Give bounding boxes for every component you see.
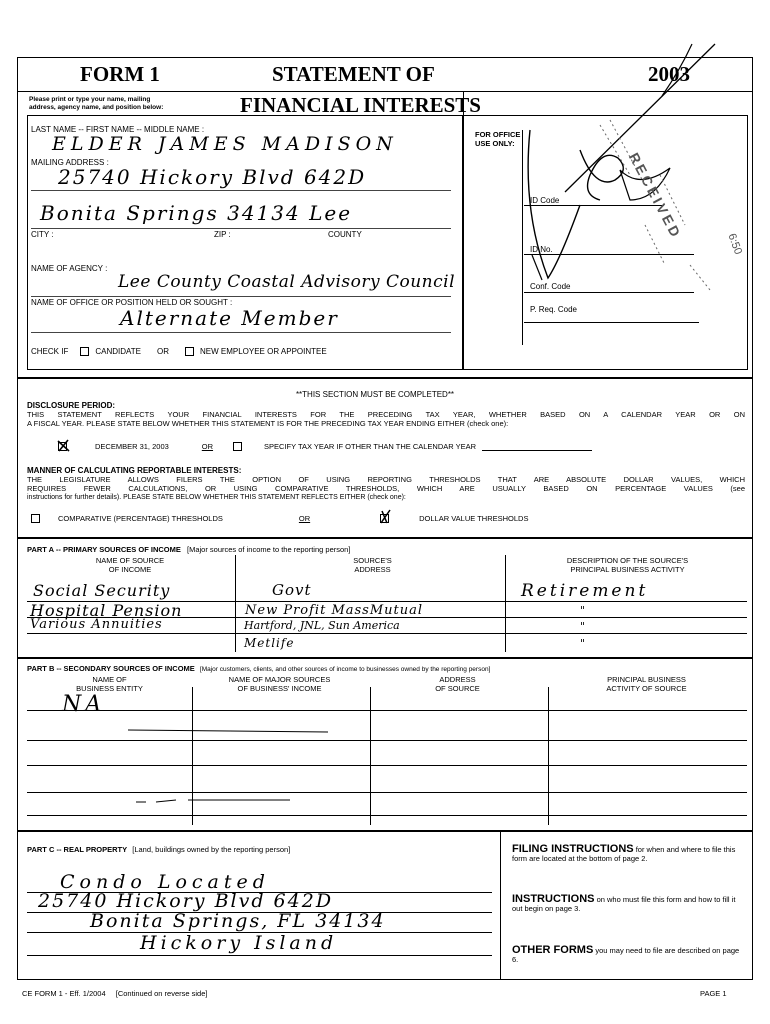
checkmark-icon (57, 439, 71, 453)
table-row-name: Social Security (33, 581, 171, 600)
print-instruction-line1: Please print or type your name, mailing (29, 96, 151, 103)
tax-year-or-label: OR (201, 442, 214, 451)
comparative-checkbox[interactable] (31, 514, 40, 523)
manner-text-2: REQUIRES FEWER CALCULATIONS, OR USING COMPARATIVE THRESHOLDS, WHICH ARE USUALLY BASED ON PERCENTAGE VALUES (see (27, 484, 745, 493)
part-b-col2-line2: OF BUSINESS' INCOME (237, 684, 322, 693)
print-instruction (29, 96, 163, 111)
part-b-heading-row (27, 664, 490, 674)
filing-instructions-text: for when and where to file this form are located at the bottom of page 2. (512, 845, 736, 863)
name-label: LAST NAME -- FIRST NAME -- MIDDLE NAME : (31, 125, 205, 134)
part-a-col1-header (30, 556, 230, 574)
footer-form-id (22, 989, 207, 998)
part-b-col4-line2: ACTIVITY OF SOURCE (606, 684, 687, 693)
table-row-address: New Profit MassMutual (245, 603, 424, 618)
part-b-col4-header (548, 675, 745, 693)
property-line-2: 25740 Hickory Blvd 642D (38, 890, 334, 912)
office-label: NAME OF OFFICE OR POSITION HELD OR SOUGHT : (31, 298, 233, 307)
part-c-top-border (17, 830, 753, 832)
table-row-activity: " (580, 620, 587, 633)
office-use-label (475, 130, 520, 148)
city-value: Bonita Springs 34134 Lee (40, 201, 353, 225)
part-a-vdivider-2 (505, 555, 506, 652)
threshold-or-label: OR (298, 514, 311, 523)
new-employee-checkbox[interactable] (185, 347, 194, 356)
table-row-activity: " (580, 637, 587, 650)
part-a-col1-line2: OF INCOME (108, 565, 152, 574)
form-year: 2003 (648, 62, 690, 86)
stamp-time: 6:50 (725, 231, 745, 257)
filing-instructions-title: FILING INSTRUCTIONS (512, 843, 634, 855)
manner-heading: MANNER OF CALCULATING REPORTABLE INTERESTS: (27, 466, 242, 475)
statement-title: STATEMENT OF (272, 62, 435, 86)
candidate-checkbox[interactable] (80, 347, 89, 356)
candidate-label: CANDIDATE (95, 347, 141, 356)
stamp-marks (590, 115, 740, 295)
agency-label: NAME OF AGENCY : (31, 264, 108, 273)
part-b-col1-line2: BUSINESS ENTITY (76, 684, 143, 693)
filing-instructions (512, 845, 744, 863)
part-a-vdivider-1 (235, 555, 236, 652)
new-employee-label: NEW EMPLOYEE OR APPOINTEE (199, 347, 327, 356)
tax-year-options (58, 442, 592, 451)
manner-text-1: THE LEGISLATURE ALLOWS FILERS THE OPTION OF USING REPORTING THRESHOLDS THAT ARE ABSOLUTE DOLLAR VALUES, WHICH (27, 475, 745, 484)
part-a-col2-line1: SOURCE'S (353, 556, 392, 565)
part-a-heading: PART A -- PRIMARY SOURCES OF INCOME (27, 545, 181, 554)
part-b-col4-line1: PRINCIPAL BUSINESS (607, 675, 686, 684)
table-row-name: Hospital Pension (30, 601, 183, 620)
how-to-instructions (512, 895, 744, 913)
part-b-col3-line2: OF SOURCE (435, 684, 480, 693)
mailing-value: 25740 Hickory Blvd 642D (58, 165, 367, 189)
part-a-col3-line2: PRINCIPAL BUSINESS ACTIVITY (570, 565, 685, 574)
part-b-entry: NA (62, 692, 106, 717)
part-b-col3-line1: ADDRESS (439, 675, 476, 684)
office-line (31, 332, 451, 333)
part-a-col2-line2: ADDRESS (354, 565, 391, 574)
part-a-top-border (17, 537, 753, 539)
conf-code-label: Conf. Code (530, 282, 571, 291)
part-a-subheading: [Major sources of income to the reporting person] (187, 545, 351, 554)
part-c-heading: PART C -- REAL PROPERTY (27, 845, 128, 854)
id-no-label: ID No. (530, 245, 553, 254)
property-line-1: Condo Located (60, 871, 270, 893)
part-b-row-line-5 (27, 815, 747, 816)
other-year-checkbox[interactable] (233, 442, 242, 451)
agency-value: Lee County Coastal Advisory Council (118, 272, 456, 292)
table-row-activity: Retirement (521, 581, 649, 601)
table-row-address: Govt (272, 581, 312, 599)
comparative-label: COMPARATIVE (PERCENTAGE) THRESHOLDS (58, 514, 223, 523)
city-label: CITY : (31, 230, 54, 239)
december-label: DECEMBER 31, 2003 (95, 442, 169, 451)
id-code-label: ID Code (530, 196, 560, 205)
part-a-heading-row (27, 545, 350, 554)
other-year-blank (482, 450, 592, 451)
zip-label: ZIP : (214, 230, 231, 239)
part-a-col3-line1: DESCRIPTION OF THE SOURCE'S (566, 556, 689, 565)
property-rule-4 (27, 955, 492, 956)
footer-continued: [Continued on reverse side] (115, 989, 208, 998)
table-row-name: Various Annuities (30, 617, 163, 632)
county-label: COUNTY (328, 230, 362, 239)
part-b-subheading: [Major customers, clients, and other sources of income to businesses owned by the reporting person] (199, 666, 491, 673)
property-line-4: Hickory Island (140, 932, 338, 954)
disclosure-period-text-1: THIS STATEMENT REFLECTS YOUR FINANCIAL INTERESTS FOR THE PRECEDING TAX YEAR, WHETHER BASED ON A CALENDAR YEAR OR ON (27, 410, 745, 419)
office-use-label-1: FOR OFFICE (475, 130, 521, 139)
footer-page: PAGE 1 (700, 989, 727, 998)
part-b-col3-header (370, 675, 545, 693)
name-value: ELDER JAMES MADISON (52, 133, 398, 155)
p-req-code-label: P. Req. Code (530, 305, 577, 314)
part-a-col2-header (240, 556, 505, 574)
footer-form-id-text: CE FORM 1 - Eff. 1/2004 (22, 989, 106, 998)
part-b-top-border (17, 657, 753, 659)
or-label: OR (156, 347, 169, 356)
office-use-label-2: USE ONLY: (475, 139, 515, 148)
check-if-label: CHECK IF (31, 347, 69, 356)
other-forms-text: you may need to file are described on page 6. (512, 946, 740, 964)
title-underline-left (463, 92, 464, 115)
part-b-vdivider-3 (548, 687, 549, 825)
financial-interests-title: FINANCIAL INTERESTS (240, 93, 481, 117)
agency-line (31, 296, 451, 297)
dollar-value-checkbox[interactable] (380, 514, 389, 523)
part-b-strike-marks (28, 690, 358, 810)
december-checkbox[interactable] (58, 442, 67, 451)
part-a-row-line-3 (27, 633, 747, 634)
other-forms-title: OTHER FORMS (512, 944, 594, 956)
part-c-heading-row (27, 845, 290, 854)
check-if-row (31, 347, 327, 356)
city-line (31, 228, 451, 229)
p-req-code-line (524, 322, 699, 323)
part-b-heading: PART B -- SECONDARY SOURCES OF INCOME (27, 664, 195, 673)
mailing-label: MAILING ADDRESS : (31, 158, 109, 167)
instructions-text: on who must file this form and how to fill it out begin on page 3. (512, 895, 736, 913)
table-row-activity: " (580, 604, 587, 617)
received-stamp-text: RECEIVED (625, 150, 685, 242)
table-row-address: Hartford, JNL, Sun America (244, 619, 400, 632)
part-a-col3-header (510, 556, 745, 574)
mailing-line (31, 190, 451, 191)
form-title: FORM 1 (80, 62, 160, 86)
must-complete-notice: **THIS SECTION MUST BE COMPLETED** (295, 390, 455, 399)
other-year-label: SPECIFY TAX YEAR IF OTHER THAN THE CALENDAR YEAR (264, 442, 477, 451)
print-instruction-line2: address, agency name, and position below: (29, 103, 164, 111)
disclosure-top-border (17, 377, 753, 379)
property-line-3: Bonita Springs, FL 34134 (90, 910, 386, 932)
checkmark-icon (379, 510, 393, 525)
dollar-value-label: DOLLAR VALUE THRESHOLDS (419, 514, 529, 523)
manner-text-3: instructions for further details). PLEASE STATE BELOW WHETHER THIS STATEMENT REFLECTS EITHER (check one): (27, 494, 406, 501)
part-a-col1-line1: NAME OF SOURCE (95, 556, 165, 565)
table-row-address: Metlife (244, 636, 295, 650)
disclosure-period-heading: DISCLOSURE PERIOD: (27, 401, 116, 410)
office-value: Alternate Member (120, 306, 339, 330)
part-c-instructions-divider (500, 830, 501, 980)
other-forms-instructions (512, 946, 744, 964)
part-b-col2-line1: NAME OF MAJOR SOURCES (228, 675, 331, 684)
part-b-col1-line1: NAME OF (92, 675, 127, 684)
threshold-options (31, 514, 528, 523)
part-b-vdivider-2 (370, 687, 371, 825)
disclosure-period-text-2: A FISCAL YEAR. PLEASE STATE BELOW WHETHER THIS STATEMENT IS FOR THE PRECEDING TAX YEAR ENDING EITHER (check one): (27, 419, 509, 428)
part-c-subheading: [Land, buildings owned by the reporting person] (132, 845, 291, 854)
instructions-title: INSTRUCTIONS (512, 893, 595, 905)
